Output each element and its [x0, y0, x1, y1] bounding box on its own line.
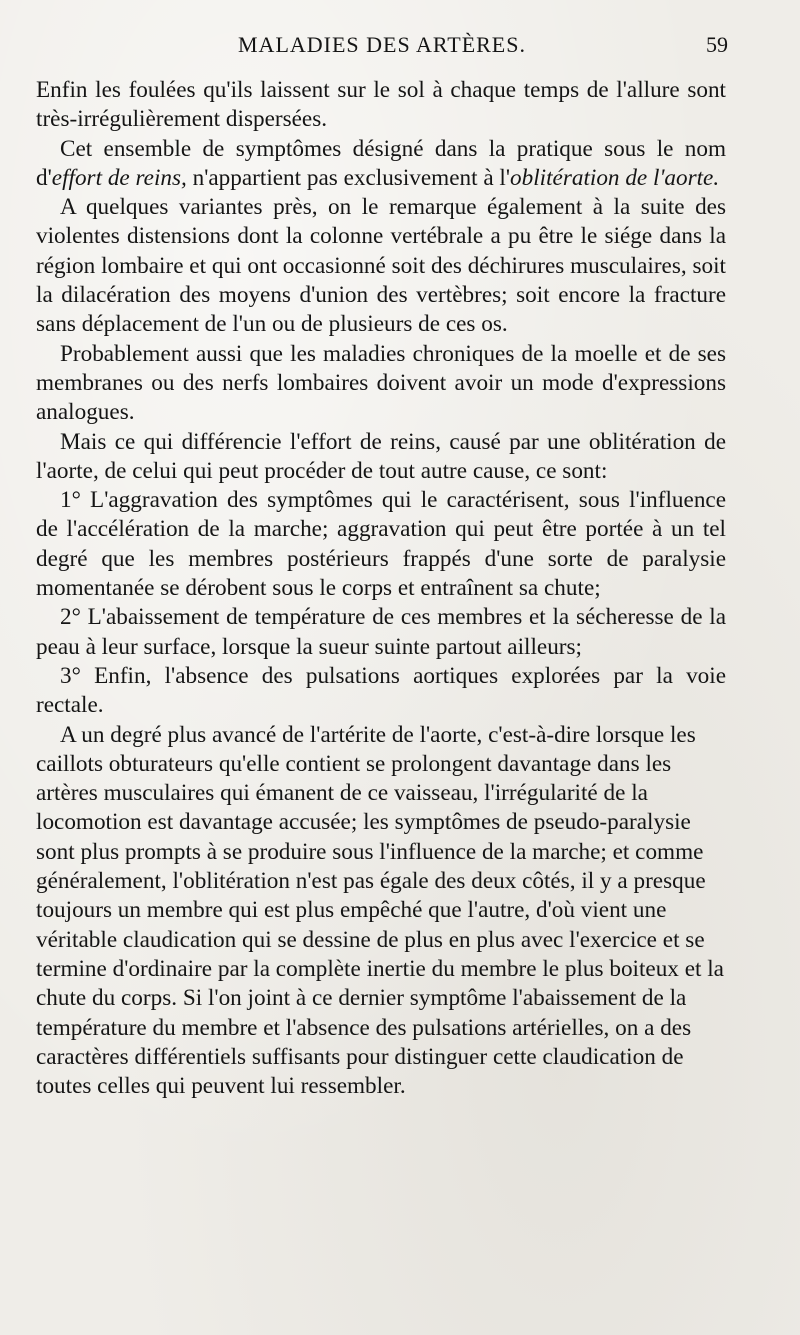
- running-head: [36, 28, 728, 62]
- paragraph-4: Probablement aussi que les maladies chroniques de la moelle et de ses membranes ou des nerfs lombaires doivent avoir un mode d'expressions analogues.: [36, 340, 726, 426]
- term-effort-de-reins: effort de reins,: [51, 164, 187, 191]
- running-title: MALADIES DES ARTÈRES.: [238, 32, 526, 57]
- paragraph-8: 3° Enfin, l'absence des pulsations aortiques explorées par la voie rectale.: [36, 662, 726, 719]
- paragraph-9: A un degré plus avancé de l'artérite de l'aorte, c'est-à-dire lorsque les caillots obturateurs qu'elle contient se prolongent davantage dans les artères musculaires qui émanent de ce vaisseau, l'irrégularité de la locomotion est davantage accusée; les symptômes de pseudo-paralysie sont plus prompts à se produire sous l'influence de la marche; et comme généralement, l'oblitération n'est pas égale des deux côtés, il y a presque toujours un membre qui est plus empêché que l'autre, d'où vient une véritable claudication qui se dessine de plus en plus avec l'exercice et se termine d'ordinaire par la complète inertie du membre le plus boiteux et la chute du corps. Si l'on joint à ce dernier symptôme l'abaissement de la température du membre et l'absence des pulsations artérielles, on a des caractères différentiels suffisants pour distinguer cette claudication de toutes celles qui peuvent lui ressembler.: [36, 721, 724, 1100]
- body-text: [36, 76, 726, 1101]
- paragraph-2-text-a: Cet ensemble de symptômes désigné dans la pratique sous le nom d': [36, 135, 726, 191]
- paragraph-5: Mais ce qui différencie l'effort de reins, causé par une oblitération de l'aorte, de celui qui peut procéder de tout autre cause, ce sont:: [36, 428, 726, 484]
- term-obliteration-aorte: oblitération de l'aorte.: [510, 164, 720, 191]
- paragraph-2-text-b: n'appartient pas exclusivement à l': [186, 164, 511, 191]
- paragraph-6: 1° L'aggravation des symptômes qui le caractérisent, sous l'influence de l'accélération de la marche; aggravation qui peut être portée à un tel degré que les membres postérieurs frappés d'une sorte de paralysie momentanée se dérobent sous le corps et entraînent sa chute;: [36, 487, 726, 602]
- paragraph-1: Enfin les foulées qu'ils laissent sur le sol à chaque temps de l'allure sont très-irrégulièrement dispersées.: [36, 77, 726, 133]
- paragraph-7: 2° L'abaissement de température de ces membres et la sécheresse de la peau à leur surface, lorsque la sueur suinte partout ailleurs;: [36, 604, 726, 660]
- paragraph-3: A quelques variantes près, on le remarque également à la suite des violentes distensions dont la colonne vertébrale a pu être le siége dans la région lombaire et qui ont occasionné soit des déchirures musculaires, soit la dilacération des moyens d'union des vertèbres; soit encore la fracture sans déplacement de l'un ou de plusieurs de ces os.: [36, 194, 726, 338]
- paragraph-2: [36, 135, 726, 194]
- page-number: 59: [706, 32, 728, 57]
